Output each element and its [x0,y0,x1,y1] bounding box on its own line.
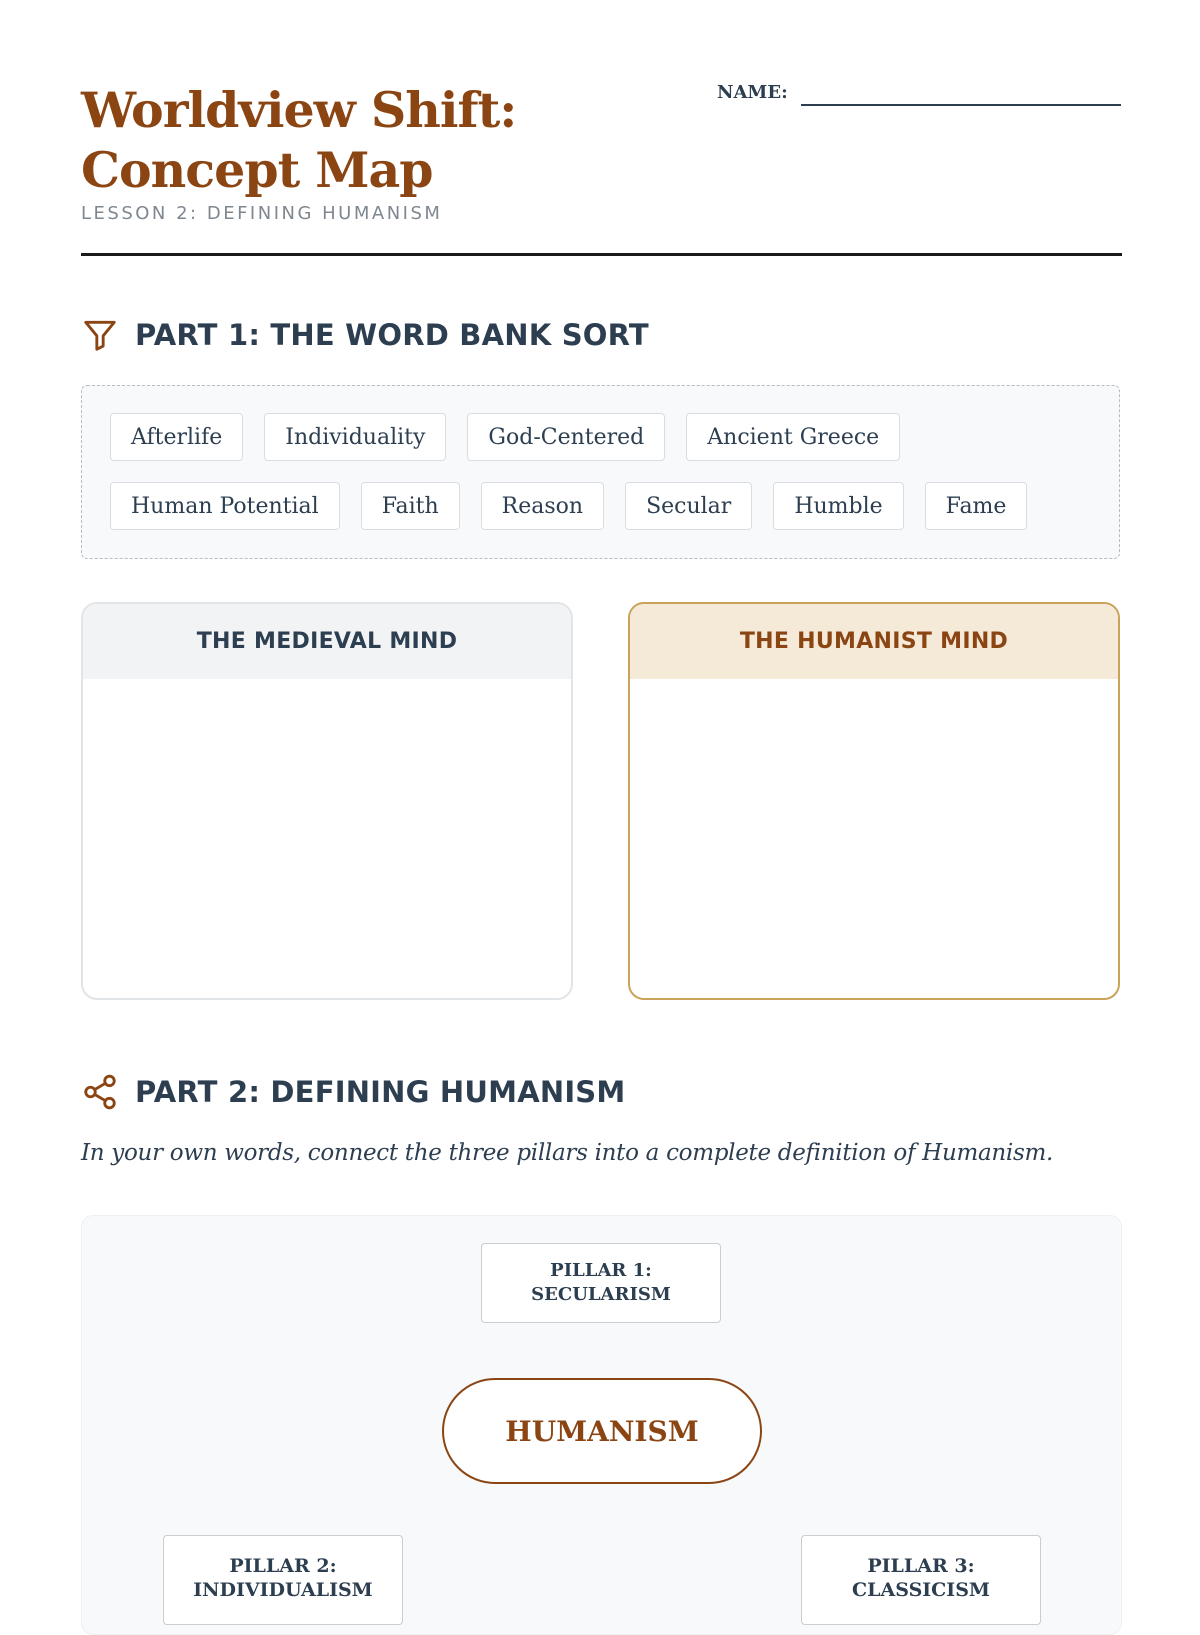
share-nodes-icon [81,1073,119,1111]
header-divider [81,253,1122,256]
part2-instructions: In your own words, connect the three pillars into a complete definition of Humanism. [81,1140,1053,1166]
word-chip[interactable]: Humble [773,482,903,530]
word-chip[interactable]: God-Centered [467,413,665,461]
pillar-3-box[interactable]: PILLAR 3: CLASSICISM [801,1535,1041,1625]
filter-icon [81,316,119,354]
pillar-2-box[interactable]: PILLAR 2: INDIVIDUALISM [163,1535,403,1625]
medieval-mind-box[interactable] [81,602,573,1000]
word-chip[interactable]: Ancient Greece [686,413,900,461]
part1-heading [81,316,649,354]
word-bank [81,385,1120,559]
humanism-hub[interactable]: HUMANISM [442,1378,762,1484]
word-chip[interactable]: Human Potential [110,482,340,530]
part2-heading [81,1073,625,1111]
name-field[interactable] [801,104,1121,106]
name-label: NAME: [717,82,788,103]
part2-heading-label: PART 2: DEFINING HUMANISM [135,1075,626,1109]
word-bank-chips [110,413,1070,530]
word-chip[interactable]: Faith [361,482,460,530]
word-chip[interactable]: Reason [481,482,604,530]
pillar-1-box[interactable]: PILLAR 1: SECULARISM [481,1243,721,1323]
page-title: Worldview Shift: Concept Map [81,81,517,199]
humanist-mind-heading: THE HUMANIST MIND [630,604,1118,679]
word-chip[interactable]: Individuality [264,413,446,461]
medieval-mind-heading: THE MEDIEVAL MIND [83,604,571,679]
part1-heading-label: PART 1: THE WORD BANK SORT [135,318,649,352]
word-chip[interactable]: Secular [625,482,752,530]
word-chip[interactable]: Afterlife [110,413,243,461]
humanist-mind-box[interactable] [628,602,1120,1000]
word-chip[interactable]: Fame [925,482,1028,530]
lesson-subtitle: LESSON 2: DEFINING HUMANISM [81,203,443,224]
